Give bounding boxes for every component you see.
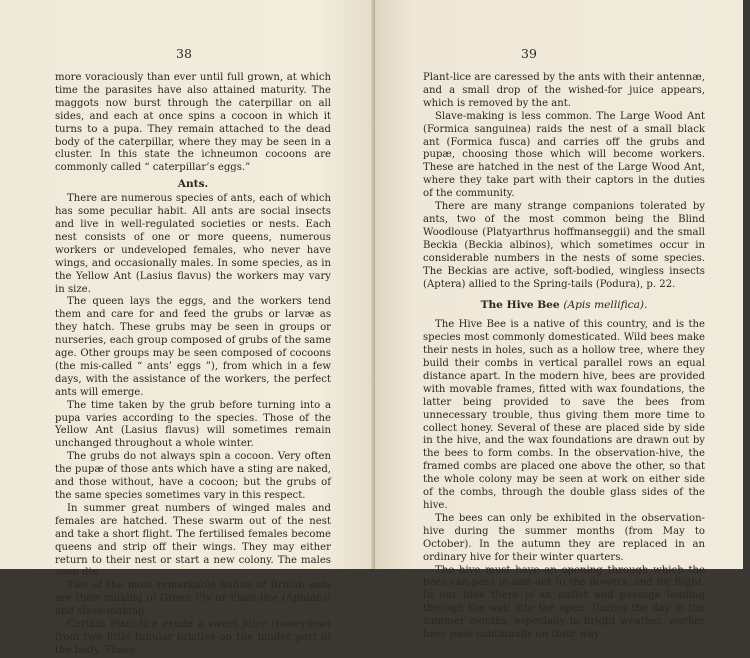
paragraph: The Hive Bee is a native of this country, and is the species most commonly domesticated. Wild bees make their nests in holes, such as a hollow tree, where they build their combs in vertical parallel rows an equal distance apart. In the modern hive, bees are provided with movable frames, fitted with wax foundations, the latter being provided to save the bees from unnecessary trouble, thus giving them more time to collect honey. Several of these are placed side by side in the hive, and the wax foundations are drawn out by the bees to form combs. In the observation-hive, the framed combs are placed one above the other, so that the whole colony may be seen at work on either side of the combs, through the double glass sides of the hive. — [423, 319, 705, 511]
left-page — [0, 0, 375, 656]
heading-title: The Hive Bee — [480, 299, 560, 312]
heading-latin-name: (Apis mellifica). — [563, 299, 648, 312]
paragraph: There are numerous species of ants, each of which has some peculiar habit. All ants are social insects and live in well-regulated societies or nests. Each nest consists of one or more queens, numerous workers or undeveloped females, who never have wings, and occasionally males. In some species, as in the Yellow Ant (Lasius flavus) the workers may vary in size. — [55, 193, 331, 295]
section-heading-ants: Ants. — [177, 178, 209, 191]
left-page-text — [55, 72, 331, 658]
page-number-left: 38 — [176, 46, 192, 61]
paragraph: The grubs do not always spin a cocoon. Very often the pupæ of those ants which have a sting are naked, and those without, have a cocoon; but the grubs of the same species sometimes vary in this respect. — [55, 451, 331, 501]
paragraph: In summer great numbers of winged males and females are hatched. These swarm out of the nest and take a short flight. The fertilised females become queens and strip off their wings. They may either return to their nest or start a new colony. The males soon die. — [55, 502, 331, 579]
paragraph: The hive must have an opening through which the bees can pass in and out to the flowers, and for flight. In our hive there is an outlet and passage leading through the wall into the open. During the day in the summer months, especially in bright weather, worker bees pass continually on their way — [423, 564, 705, 641]
paragraph: Slave-making is less common. The Large Wood Ant (Formica sanguinea) raids the nest of a small black ant (Formica fusca) and carries off the grubs and pupæ, choosing those which will become workers. These are hatched in the nest of the Large Wood Ant, where they take part with their captors in the duties of the community. — [423, 110, 705, 200]
book-edge-right — [743, 0, 750, 569]
right-page — [375, 0, 750, 641]
right-page-text — [423, 72, 705, 642]
paragraph: There are many strange companions tolerated by ants, two of the most common being the Blind Woodlouse (Platyarthrus hoffmanseggii) and the small Beckia (Beckia albinos), which sometimes occur in considerable numbers in the nests of some species. The Beckias are active, soft-bodied, wingless insects (Aptera) allied to the Spring-tails (Podura), p. 22. — [423, 201, 705, 290]
paragraph: The queen lays the eggs, and the workers tend them and care for and feed the grubs or larvæ as they hatch. These grubs may be seen in groups or nurseries, each group composed of grubs of the same age. Other groups may be seen composed of cocoons (the mis-called “ ants’ eggs ”), from which in a few days, with the assistance of the workers, the perfect ants will emerge. — [55, 296, 331, 398]
paragraph: The bees can only be exhibited in the observation-hive during the summer months (from May to October). In the autumn they are replaced in an ordinary hive for their winter quarters. — [423, 512, 705, 563]
page-number-right: 39 — [521, 46, 537, 61]
paragraph: Two of the most remarkable habits of British ants are their milking of Green Fly or Plant-lice (Aphides) and slave-making. — [55, 580, 331, 618]
paragraph: Certain Plant-lice exude a sweet juice (honeydew) from two little tubular bristles on the hinder part of the body. These — [55, 619, 331, 656]
paragraph: The time taken by the grub before turning into a pupa varies according to the species. Those of the Yellow Ant (Lasius flavus) will sometimes remain unchanged throughout a whole winter. — [55, 399, 331, 450]
section-heading-hive-bee — [423, 299, 705, 312]
paragraph: more voraciously than ever until full grown, at which time the parasites have also attained maturity. The maggots now burst through the caterpillar on all sides, and each at once spins a cocoon in which it turns to a pupa. They remain attached to the dead body of the caterpillar, where they may be seen in a cluster. In this state the ichneumon cocoons are commonly called “ caterpillar’s eggs.” — [55, 72, 331, 174]
paragraph: Plant-lice are caressed by the ants with their antennæ, and a small drop of the wished-for juice appears, which is removed by the ant. — [423, 72, 705, 109]
